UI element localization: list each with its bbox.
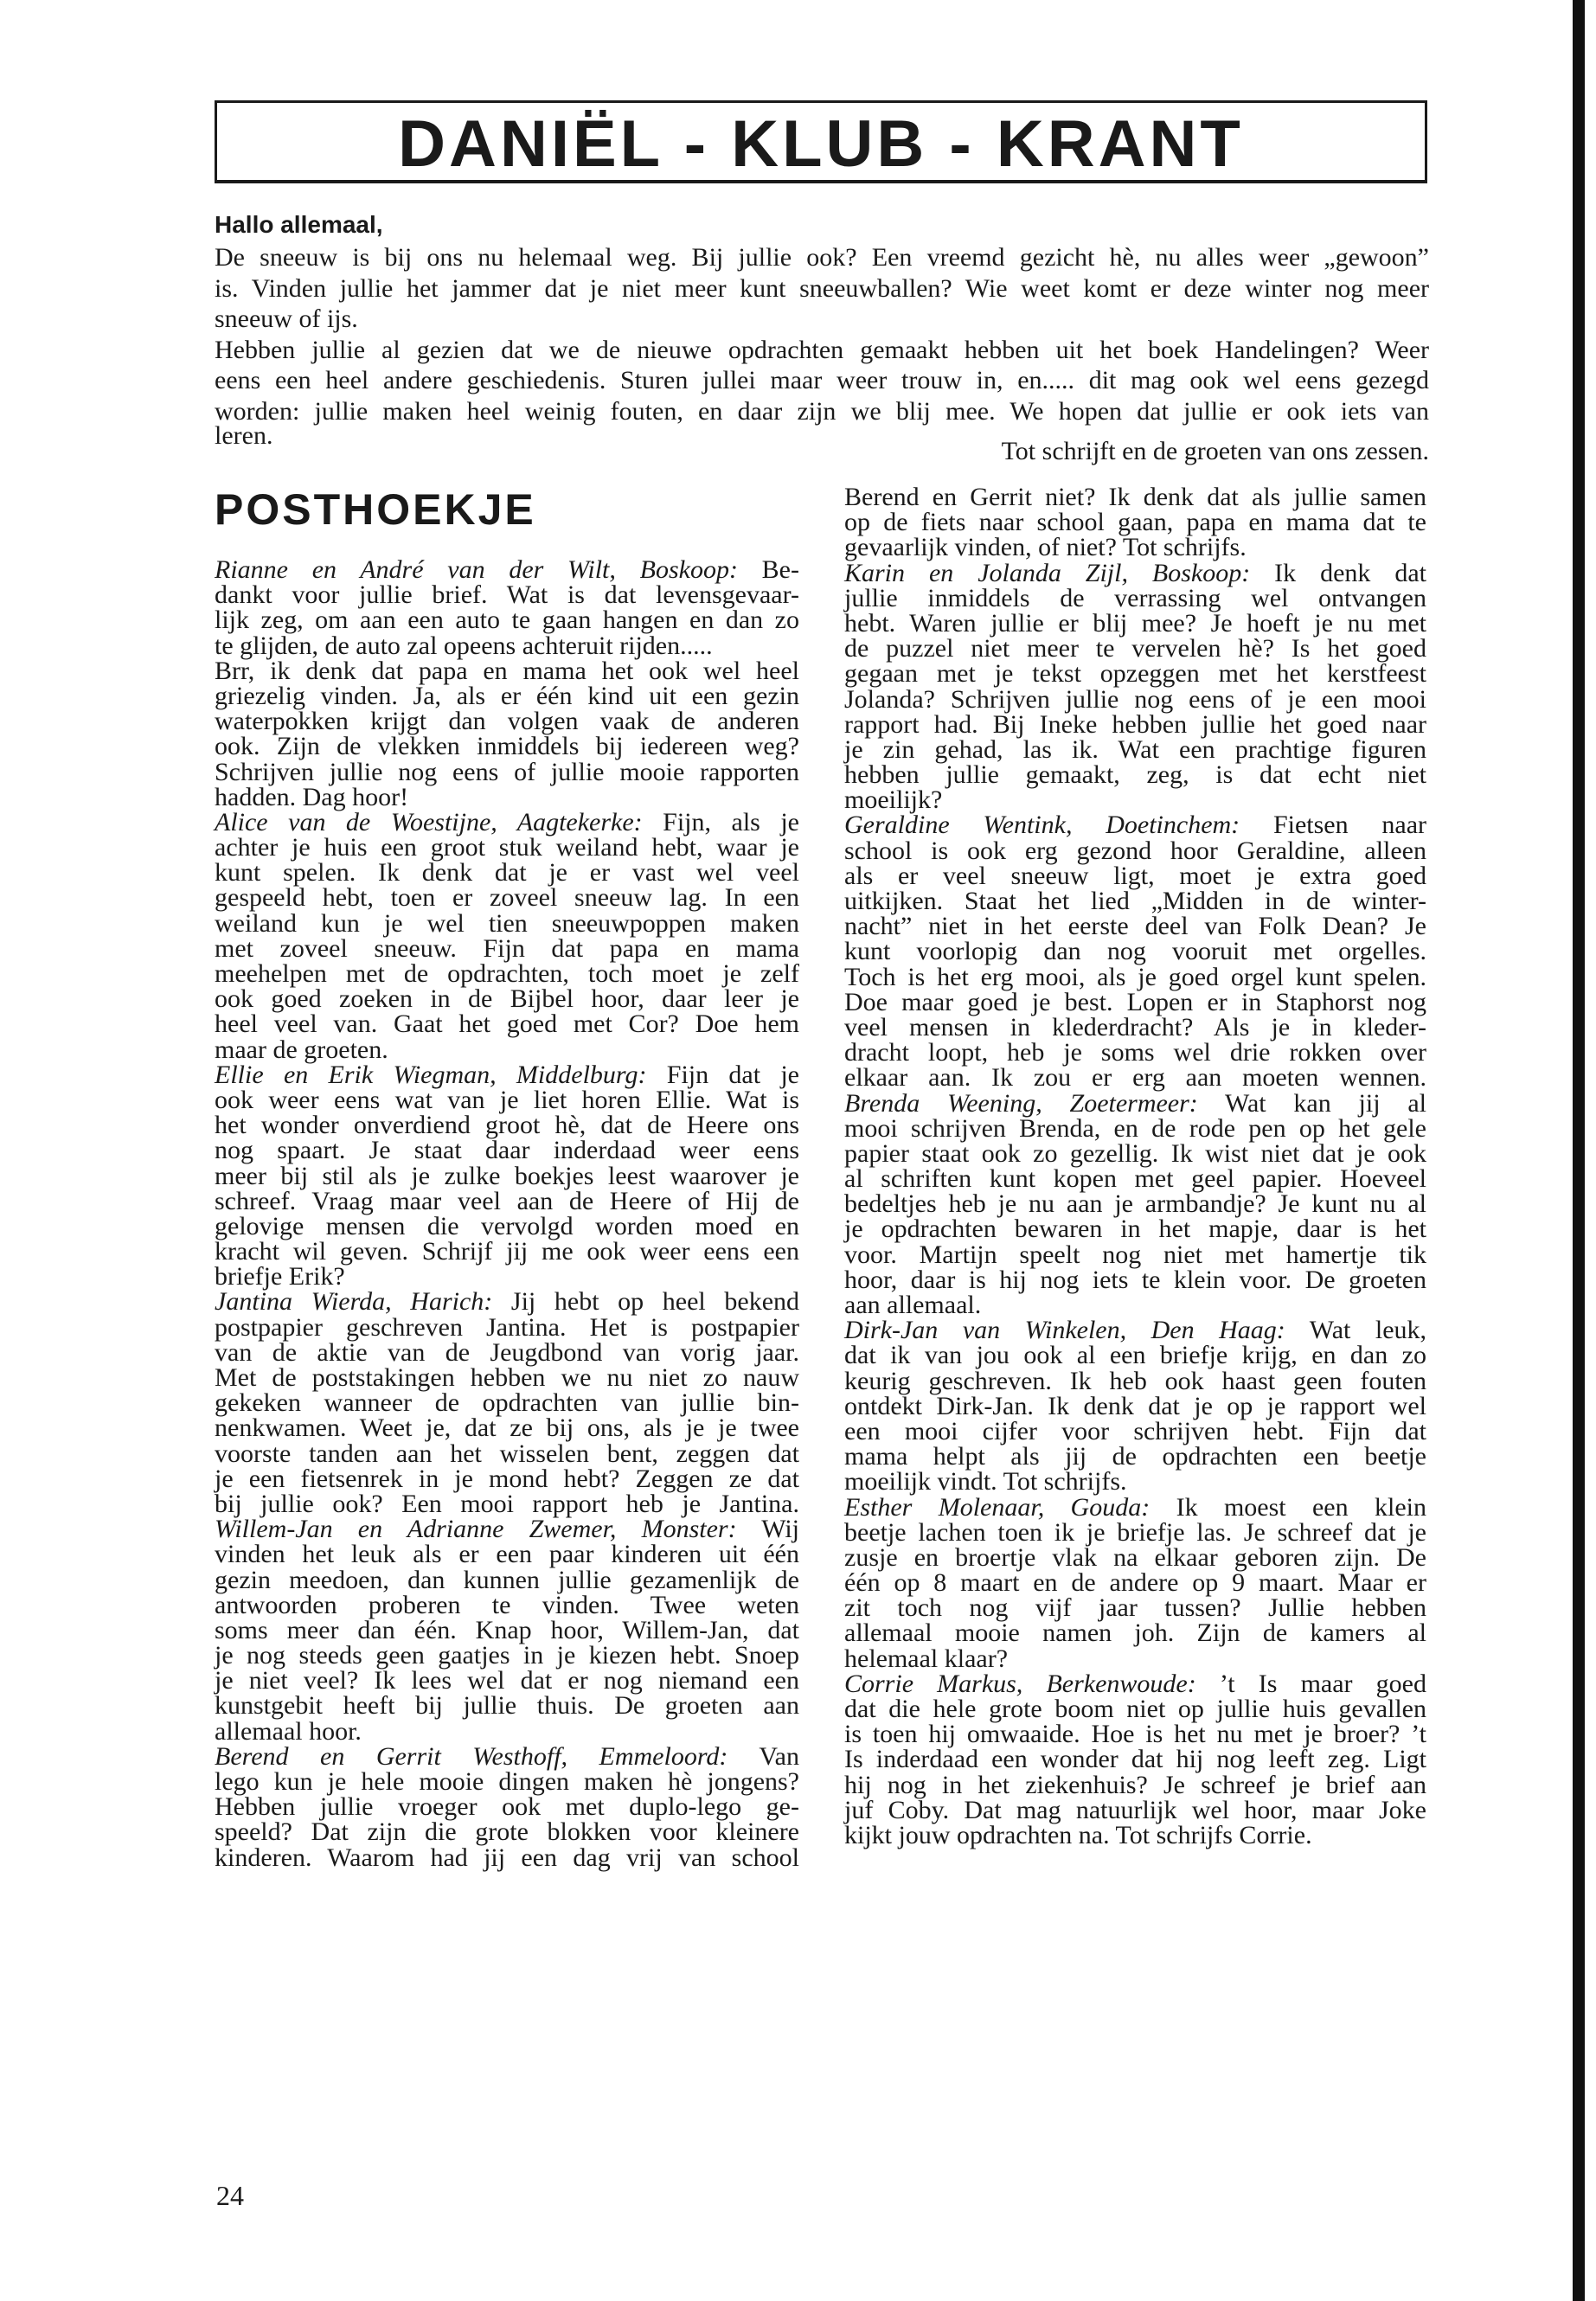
line-text: helemaal klaar? xyxy=(844,1644,1009,1673)
column-line xyxy=(215,1239,799,1264)
intro-line: sneeuw of ijs. xyxy=(215,304,358,333)
column-line xyxy=(844,1467,1426,1497)
column-line xyxy=(215,1515,799,1544)
column-line xyxy=(215,1845,799,1870)
line-text: weiland kun je wel tien sneeuwpoppen maken xyxy=(215,908,799,938)
column-line xyxy=(844,1063,1426,1093)
line-text: Is inderdaad een wonder dat hij nog leeft zeg. Ligt xyxy=(844,1745,1426,1774)
line-text: vinden het leuk als er een paar kinderen uit één xyxy=(215,1540,799,1569)
line-text: Fijn, als je xyxy=(642,807,799,836)
line-text: heel veel van. Gaat het goed met Cor? Doe hem xyxy=(215,1009,799,1039)
letter-sender: Alice van de Woestijne, Aagtekerke: xyxy=(215,807,643,836)
line-text: griezelig vinden. Ja, als er één kind uit een gezin xyxy=(215,681,799,710)
column-line xyxy=(215,1716,799,1746)
line-text: gezin meedoen, dan kunnen jullie gezamenlijk de xyxy=(215,1565,799,1594)
line-text: Be- xyxy=(737,555,799,584)
line-text: kinderen. Waarom had jij een dag vrij van school xyxy=(215,1843,799,1872)
line-text: zit toch nog vijf jaar tussen? Jullie hebben xyxy=(844,1593,1426,1623)
line-text: moeilijk? xyxy=(844,785,943,815)
column-line xyxy=(215,782,799,811)
line-text: je niet veel? Ik lees wel dat er nog niemand een xyxy=(215,1666,799,1695)
column-line xyxy=(215,580,799,610)
intro-line: Hebben jullie al gezien dat we de nieuwe opdrachten gemaakt hebben uit het boek Handelingen? Weer xyxy=(215,335,1429,364)
column-line xyxy=(215,1365,799,1390)
line-text: uitkijken. Staat het lied „Midden in de winter- xyxy=(844,887,1426,915)
line-text: Wat kan jij al xyxy=(1197,1088,1426,1118)
line-text: schreef. Vraag maar veel aan de Heere of Hij de xyxy=(215,1186,799,1215)
column-line xyxy=(844,1671,1426,1696)
line-text: te glijden, de auto zal opeens achteruit rijden..... xyxy=(215,631,713,660)
column-line xyxy=(215,1312,799,1342)
line-text: je opdrachten bewaren in het mapje, daar is het xyxy=(844,1215,1426,1244)
line-text: Brr, ik denk dat papa en mama het ook wel heel xyxy=(215,656,799,685)
column-line xyxy=(844,1138,1426,1168)
column-line xyxy=(844,1618,1426,1648)
line-text: zusje en broertje vlak na elkaar geboren zijn. De xyxy=(844,1542,1426,1572)
column-line xyxy=(844,811,1426,840)
column-line xyxy=(844,1343,1426,1368)
column-line xyxy=(844,987,1426,1016)
section-title: POSTHOEKJE xyxy=(215,485,536,534)
line-text: ontdekt Dirk-Jan. Ik denk dat je op je rapport wel xyxy=(844,1391,1426,1420)
column-line xyxy=(215,908,799,938)
column-line xyxy=(844,1542,1426,1572)
column-line xyxy=(215,1262,799,1292)
line-text: als er veel sneeuw ligt, moet je extra goed xyxy=(844,861,1426,890)
line-text: kunt spelen. Ik denk dat je er vast wel veel xyxy=(215,858,799,888)
column-line xyxy=(215,1009,799,1039)
column-line xyxy=(215,1792,799,1822)
line-text: Jij hebt op heel bekend xyxy=(492,1287,800,1317)
line-text: nacht” niet in het eerste deel van Folk Dean? Je xyxy=(844,912,1426,941)
column-line xyxy=(215,1590,799,1619)
masthead-title: DANIËL - KLUB - KRANT xyxy=(398,106,1244,181)
line-text: Wij xyxy=(736,1515,799,1544)
column-line xyxy=(844,1444,1426,1469)
line-text: moeilijk vindt. Tot schrijfs. xyxy=(844,1467,1127,1497)
column-line xyxy=(215,1062,799,1087)
left-column xyxy=(215,557,799,1870)
column-line xyxy=(215,807,799,836)
column-line xyxy=(844,1012,1426,1042)
line-text: bij jullie ook? Een mooi rapport heb je Jantina. xyxy=(215,1489,799,1518)
line-text: juf Coby. Dat mag natuurlijk wel hoor, maar Joke xyxy=(844,1795,1426,1824)
column-line xyxy=(844,1368,1426,1394)
line-text: bedeltjes heb je nu aan je armbandje? Je kunt nu al xyxy=(844,1189,1426,1219)
line-text: Fietsen naar xyxy=(1240,811,1426,840)
letter-sender: Esther Molenaar, Gouda: xyxy=(844,1492,1151,1522)
page-edge-bar xyxy=(1573,0,1585,2301)
column-line xyxy=(844,1568,1426,1598)
line-text: jullie inmiddels de verrassing wel ontvangen xyxy=(844,583,1426,612)
column-line xyxy=(215,883,799,913)
line-text: gekeken wanneer de opdrachten van jullie bin- xyxy=(215,1388,799,1418)
column-line xyxy=(844,1040,1426,1065)
column-line xyxy=(844,659,1426,689)
column-line xyxy=(844,684,1426,714)
column-line xyxy=(215,1413,799,1443)
intro-line: is. Vinden jullie het jammer dat je niet meer kunt sneeuwballen? Wie weet komt er deze winter nog meer xyxy=(215,273,1429,303)
line-text: Van xyxy=(727,1741,799,1771)
line-text: Met de poststakingen hebben we nu niet zo nauw xyxy=(215,1363,799,1392)
column-line xyxy=(215,984,799,1014)
line-text: dracht loopt, heb je soms wel drie rokken over xyxy=(844,1038,1426,1067)
line-text: briefje Erik? xyxy=(215,1262,345,1292)
column-line xyxy=(215,1211,799,1240)
column-line xyxy=(215,683,799,708)
line-text: dankt voor jullie brief. Wat is dat levensgevaar- xyxy=(215,580,799,610)
column-line xyxy=(215,1087,799,1112)
line-text: hebt. Waren jullie er blij mee? Je hoeft je nu met xyxy=(844,608,1426,638)
column-line xyxy=(844,636,1426,661)
line-text: maar de groeten. xyxy=(215,1035,388,1064)
column-line xyxy=(844,1292,1426,1317)
line-text: je zin gehad, las ik. Wat een prachtige figuren xyxy=(844,734,1426,764)
column-line xyxy=(215,1769,799,1794)
intro-line: eens een heel andere geschiedenis. Sturen jullei maar weer trouw in, en..... dit mag ook wel eens gezegd xyxy=(215,366,1429,394)
column-line xyxy=(844,1772,1426,1798)
column-line xyxy=(844,913,1426,939)
intro-last-line: leren. xyxy=(215,421,273,450)
column-line xyxy=(215,1112,799,1138)
letter-sender: Willem-Jan en Adrianne Zwemer, Monster: xyxy=(215,1515,737,1544)
column-line xyxy=(215,1138,799,1163)
column-line xyxy=(215,1337,799,1367)
letter-sender: Dirk-Jan van Winkelen, Den Haag: xyxy=(844,1316,1285,1345)
letter-sender: Rianne en André van der Wilt, Boskoop: xyxy=(215,555,738,584)
column-line xyxy=(215,734,799,759)
column-line xyxy=(844,1517,1426,1547)
column-line xyxy=(215,1037,799,1062)
column-line xyxy=(215,1186,799,1215)
line-text: ook goed zoeken in de Bijbel hoor, daar leer je xyxy=(215,984,799,1014)
column-line xyxy=(844,1721,1426,1747)
column-line xyxy=(844,1113,1426,1143)
line-text: je nog steeds geen gaatjes in je kiezen hebt. Snoep xyxy=(215,1641,799,1670)
column-line xyxy=(215,1567,799,1593)
column-line xyxy=(215,633,799,658)
line-text: Jolanda? Schrijven jullie nog eens of je een mooi xyxy=(844,684,1426,714)
column-line xyxy=(844,1696,1426,1721)
column-line xyxy=(215,1817,799,1847)
column-line xyxy=(844,962,1426,991)
letter-sender: Corrie Markus, Berkenwoude: xyxy=(844,1669,1196,1698)
column-line xyxy=(215,835,799,860)
letter-sender: Karin en Jolanda Zijl, Boskoop: xyxy=(844,558,1251,587)
line-text: gevaarlijk vinden, of niet? Tot schrijfs. xyxy=(844,533,1247,562)
line-text: van de aktie van de Jeugdbond van vorig jaar. xyxy=(215,1337,799,1367)
line-text: meehelpen met de opdrachten, toch moet je zelf xyxy=(215,959,799,988)
column-line xyxy=(844,484,1426,510)
column-line xyxy=(844,1267,1426,1292)
column-line xyxy=(215,1741,799,1771)
line-text: Toch is het erg mooi, als je goed orgel kunt spelen. xyxy=(844,962,1426,991)
column-line xyxy=(844,888,1426,913)
line-text: met zoveel sneeuw. Fijn dat papa en mama xyxy=(215,933,799,963)
intro-line: De sneeuw is bij ons nu helemaal weg. Bij jullie ook? Een vreemd gezicht hè, nu alles weer „gewoon” xyxy=(215,243,1429,272)
line-text: Berend en Gerrit niet? Ik denk dat als jullie samen xyxy=(844,483,1426,511)
line-text: op de fiets naar school gaan, papa en mama dat te xyxy=(844,508,1426,537)
line-text: Doe maar goed je best. Lopen er in Staphorst nog xyxy=(844,987,1426,1016)
column-line xyxy=(215,606,799,635)
line-text: nog spaart. Je staat daar inderdaad weer eens xyxy=(215,1136,799,1165)
column-line xyxy=(844,1189,1426,1219)
column-line xyxy=(215,1541,799,1567)
column-line xyxy=(844,838,1426,863)
line-text: ook. Zijn de vlekken inmiddels bij iedereen weg? xyxy=(215,732,799,761)
line-text: soms meer dan één. Knap hoor, Willem-Jan, dat xyxy=(215,1615,799,1644)
line-text: gegaan met je tekst opzeggen met het kerstfeest xyxy=(844,659,1426,689)
intro-closing xyxy=(215,421,1429,465)
column-line xyxy=(844,1646,1426,1671)
line-text: hadden. Dag hoor! xyxy=(215,782,409,811)
line-text: dat die hele grote boom niet op jullie huis gevallen xyxy=(844,1695,1426,1723)
column-line xyxy=(844,863,1426,888)
intro-text xyxy=(215,208,1429,465)
line-text: het wonder onverdiend groot hè, dat de Heere ons xyxy=(215,1111,799,1140)
line-text: kracht wil geven. Schrijf jij me ook weer eens een xyxy=(215,1237,799,1266)
line-text: gespeeld hebt, toen er zoveel sneeuw lag. In een xyxy=(215,883,799,913)
column-line xyxy=(844,1593,1426,1623)
column-line xyxy=(844,1242,1426,1267)
column-line xyxy=(844,939,1426,964)
greeting: Hallo allemaal, xyxy=(215,211,383,238)
column-line xyxy=(215,933,799,963)
column-line xyxy=(844,608,1426,638)
line-text: al schriften kunt kopen met geel papier. Hoeveel xyxy=(844,1164,1426,1194)
column-line xyxy=(215,1691,799,1721)
column-line xyxy=(215,1615,799,1644)
line-text: mooi schrijven Brenda, en de rode pen op het gele xyxy=(844,1113,1426,1143)
line-text: Ik denk dat xyxy=(1250,558,1426,587)
intro-signoff: Tot schrijft en de groeten van ons zessen. xyxy=(1001,437,1429,465)
column-line xyxy=(215,1163,799,1189)
column-line xyxy=(215,1668,799,1693)
column-line xyxy=(844,1164,1426,1194)
line-text: allemaal mooie namen joh. Zijn de kamers al xyxy=(844,1618,1426,1648)
right-column xyxy=(844,484,1426,1848)
line-text: speeld? Dat zijn die grote blokken voor kleinere xyxy=(215,1817,799,1847)
line-text: hoor, daar is hij nog iets te klein voor. De groeten xyxy=(844,1265,1426,1294)
column-line xyxy=(215,757,799,786)
line-text: is toen hij omwaaide. Hoe is het nu met je broer? ’t xyxy=(844,1720,1426,1749)
line-text: voor. Martijn speelt nog niet met hamertje tik xyxy=(844,1240,1426,1269)
line-text: mama helpt als jij de opdrachten een beetje xyxy=(844,1442,1426,1471)
line-text: voorste tanden aan het wisselen bent, zeggen dat xyxy=(215,1439,799,1468)
line-text: ook weer eens wat van je liet horen Ellie. Wat is xyxy=(215,1085,799,1114)
column-line xyxy=(844,785,1426,815)
column-line xyxy=(844,1215,1426,1244)
column-line xyxy=(215,1388,799,1418)
column-line xyxy=(215,858,799,888)
masthead xyxy=(215,100,1427,183)
line-text: allemaal hoor. xyxy=(215,1716,362,1746)
column-line xyxy=(215,1441,799,1466)
column-line xyxy=(844,1747,1426,1772)
line-text: antwoorden proberen te vinden. Twee weten xyxy=(215,1590,799,1619)
column-line xyxy=(844,1795,1426,1824)
column-line xyxy=(215,557,799,582)
line-text: Hebben jullie vroeger ook met duplo-lego ge- xyxy=(215,1792,799,1822)
column-line xyxy=(215,658,799,683)
line-text: achter je huis een groot stuk weiland hebt, waar je xyxy=(215,833,799,862)
column-line xyxy=(215,1491,799,1516)
column-line xyxy=(844,583,1426,612)
line-text: de puzzel niet meer te vervelen hè? Is het goed xyxy=(844,634,1426,663)
column-line xyxy=(844,558,1426,587)
line-text: nenkwamen. Weet je, dat ze bij ons, als je je twee xyxy=(215,1413,799,1443)
letter-sender: Brenda Weening, Zoetermeer: xyxy=(844,1088,1198,1118)
column-line xyxy=(215,1643,799,1668)
letter-sender: Geraldine Wentink, Doetinchem: xyxy=(844,811,1240,840)
intro-line: worden: jullie maken heel weinig fouten, en daar zijn we blij mee. We hopen dat jullie er ook iets van xyxy=(215,396,1429,426)
line-text: Fijn dat je xyxy=(646,1060,800,1089)
line-text: lijk zeg, om aan een auto te gaan hangen en dan zo xyxy=(215,606,799,635)
column-line xyxy=(215,961,799,986)
line-text: hij nog in het ziekenhuis? Je schreef je brief aan xyxy=(844,1770,1426,1799)
line-text: keurig geschreven. Ik heb ook haast geen fouten xyxy=(844,1366,1426,1395)
line-text: kunt voorlopig dan nog vooruit met orgelles. xyxy=(844,937,1426,966)
line-text: hebben jullie gemaakt, zeg, is dat echt niet xyxy=(844,760,1426,790)
column-line xyxy=(215,708,799,734)
line-text: Wat leuk, xyxy=(1285,1316,1427,1345)
letter-sender: Berend en Gerrit Westhoff, Emmeloord: xyxy=(215,1741,728,1771)
column-line xyxy=(844,1391,1426,1420)
line-text: kunstgebit heeft bij jullie thuis. De groeten aan xyxy=(215,1691,799,1721)
line-text: postpapier geschreven Jantina. Het is postpapier xyxy=(215,1312,799,1342)
line-text: papier staat ook zo gezellig. Ik wist niet dat je ook xyxy=(844,1138,1426,1168)
column-line xyxy=(844,709,1426,739)
line-text: elkaar aan. Ik zou er erg aan moeten wennen. xyxy=(844,1063,1426,1093)
line-text: school is ook erg gezond hoor Geraldine, alleen xyxy=(844,836,1426,865)
column-line xyxy=(844,1492,1426,1522)
line-text: beetje lachen toen ik je briefje las. Je schreef dat je xyxy=(844,1517,1426,1547)
line-text: lego kun je hele mooie dingen maken hè jongens? xyxy=(215,1767,799,1796)
letter-sender: Jantina Wierda, Harich: xyxy=(215,1287,493,1317)
line-text: rapport had. Bij Ineke hebben jullie het goed naar xyxy=(844,709,1426,739)
line-text: meer bij stil als je zulke boekjes leest waarover je xyxy=(215,1161,799,1190)
column-line xyxy=(844,1416,1426,1445)
column-line xyxy=(215,1287,800,1317)
column-line xyxy=(844,734,1426,764)
line-text: veel mensen in klederdracht? Als je in kleder- xyxy=(844,1012,1426,1042)
line-text: Schrijven jullie nog eens of jullie mooie rapporten xyxy=(215,757,799,786)
line-text: kijkt jouw opdrachten na. Tot schrijfs Corrie. xyxy=(844,1820,1312,1849)
page-number: 24 xyxy=(216,2180,244,2211)
line-text: één op 8 maart en de andere op 9 maart. Maar er xyxy=(844,1568,1426,1598)
line-text: je een fietsenrek in je mond hebt? Zeggen ze dat xyxy=(215,1464,799,1493)
column-line xyxy=(844,760,1426,790)
column-line xyxy=(844,510,1426,535)
column-line xyxy=(844,1088,1426,1118)
line-text: een mooi cijfer voor schrijven hebt. Fijn dat xyxy=(844,1416,1426,1445)
line-text: aan allemaal. xyxy=(844,1291,982,1319)
letter-sender: Ellie en Erik Wiegman, Middelburg: xyxy=(215,1060,647,1089)
line-text: waterpokken krijgt dan volgen vaak de anderen xyxy=(215,707,799,736)
line-text: ’t Is maar goed xyxy=(1195,1669,1426,1698)
column-line xyxy=(844,1820,1426,1849)
line-text: dat ik van jou ook al een briefje krijg, en dan zo xyxy=(844,1341,1426,1370)
line-text: Ik moest een klein xyxy=(1150,1492,1426,1522)
line-text: gelovige mensen die vervolgd worden moed en xyxy=(215,1211,799,1240)
column-line xyxy=(844,1317,1426,1343)
column-line xyxy=(215,1466,799,1491)
column-line xyxy=(844,535,1426,560)
